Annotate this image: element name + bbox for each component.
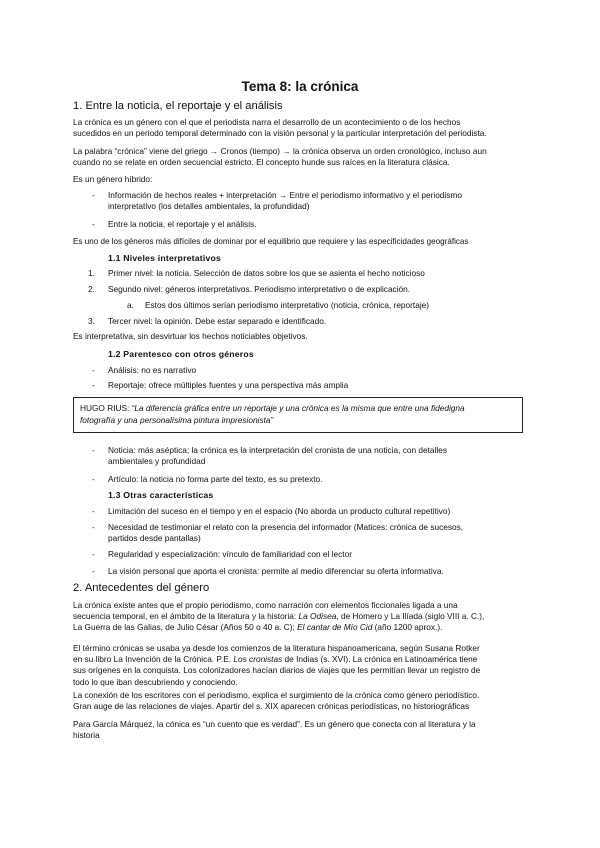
subsection-1-3-heading: 1.3 Otras características xyxy=(108,490,214,500)
list-item: Tercer nivel: la opinión. Debe estar separado e identificado. xyxy=(108,316,327,326)
list-item: Reportaje: ofrece múltiples fuentes y una perspectiva más amplia xyxy=(108,380,349,390)
page-title: Tema 8: la crónica xyxy=(241,79,359,94)
text-line: interpretativo (los detalles ambientales, la profundidad) xyxy=(108,201,310,212)
list-marker: a. xyxy=(127,300,134,310)
text-segment: Los cronistas xyxy=(233,654,283,665)
subsection-1-1-heading: 1.1 Niveles interpretativos xyxy=(108,253,222,263)
quote-box xyxy=(73,397,523,433)
text-segment: en su libro La Invención de la Crónica. P.E. xyxy=(73,654,234,665)
text-line: La palabra “crónica” viene del griego → Cronos (tiempo) → la crónica observa un orden cronológico, incluso aun xyxy=(73,146,487,156)
text-line: cuando no se relate en orden secuencial estricto. El concepto hunde sus raíces en la literatura clásica. xyxy=(73,157,450,168)
quote-author: HUGO RIUS: xyxy=(80,403,132,413)
list-marker: - xyxy=(92,566,95,576)
text-line: Noticia: más aséptica; la crónica es la interpretación del cronista de una noticia, con detalles xyxy=(108,445,447,455)
list-marker: - xyxy=(92,365,95,375)
text-line: Gran auge de las relaciones de viajes. Apartir del s. XIX aparecen crónicas periodísticas, no historiográficas xyxy=(73,701,470,712)
text-segment: de Indias (s. XVI). La crónica en Latinoamérica tiene xyxy=(282,654,478,665)
text-segment: (año 1200 aprox.). xyxy=(372,622,443,633)
quote-text: “La diferencia gráfica entre un reportaje y una crónica es la misma que entre una fidedigna xyxy=(131,403,465,413)
text-segment: secuencia temporal, en el ámbito de la literatura y la historia: xyxy=(73,611,299,622)
text-line: sucedidos en un periodo temporal determinado con la visión personal y la particular interpretación del periodista. xyxy=(73,128,487,139)
paragraph-difficulty: Es uno de los géneros más difíciles de dominar por el equilibrio que requiere y las especificidades geográficas xyxy=(73,237,469,246)
list-marker: 1. xyxy=(88,268,95,278)
paragraph-etymology xyxy=(73,146,535,168)
text-line: historia xyxy=(73,730,100,741)
text-line: Para García Márquez, la cónica es “un cuento que es verdad”. Es un género que conecta con al literatura y la xyxy=(73,719,476,729)
list-item: Artículo: la noticia no forma parte del texto, es su pretexto. xyxy=(108,474,323,484)
list-item: Primer nivel: la noticia. Selección de datos sobre los que se asienta el hecho noticioso xyxy=(108,268,425,278)
text-segment: La Guerra de las Galias, de Julio César (Años 50 o 40 a. C); xyxy=(73,622,298,633)
paragraph-interpretative: Es interpretativa, sin desvirtuar los hechos noticiables objetivos. xyxy=(73,331,308,341)
text-line: La crónica existe antes que el propio periodismo, como narración con elementos ficcionales ligada a una xyxy=(73,600,458,610)
list-marker: - xyxy=(92,190,95,200)
list-marker: - xyxy=(92,380,95,390)
text-line: Información de hechos reales + interpretación → Entre el periodismo informativo y el periodismo xyxy=(108,190,462,200)
list-marker: - xyxy=(92,506,95,516)
text-segment: La Odisea xyxy=(298,611,337,622)
section-2-heading: 2. Antecedentes del género xyxy=(73,582,210,594)
hybrid-intro: Es un género híbrido: xyxy=(73,174,153,184)
list-marker: - xyxy=(92,522,95,532)
list-item: Segundo nivel: géneros interpretativos. Periodismo interpretativo o de explicación. xyxy=(108,284,411,294)
list-item: Regularidad y especialización: vínculo de familiaridad con el lector xyxy=(108,549,352,559)
list-marker: - xyxy=(92,219,95,229)
text-line: todo lo que iban descubriendo y conociendo. xyxy=(73,676,238,687)
list-marker: 2. xyxy=(88,284,95,294)
text-line: Necesidad de testimoniar el relato con la presencia del informador (Matices: crónica de sucesos, xyxy=(108,522,464,532)
paragraph-origins xyxy=(73,600,543,634)
list-item xyxy=(108,522,463,544)
text-segment: , de Homero y La Ilíada (siglo VIII a. C.), xyxy=(336,611,485,622)
text-line: La crónica es un género con el que el periodista narra el desarrollo de un acontecimiento o de los hechos xyxy=(73,117,461,127)
list-marker: - xyxy=(92,549,95,559)
list-marker: 3. xyxy=(88,316,95,326)
paragraph-garcia-marquez xyxy=(73,719,543,741)
text-line: La conexión de los escritores con el periodismo, explica el surgimiento de la crónica como género periodístico. xyxy=(73,690,480,700)
subsection-1-2-heading: 1.2 Parentesco con otros géneros xyxy=(108,349,254,359)
list-item: La visión personal que aporta el cronista: permite al medio diferenciar su oferta informativa. xyxy=(108,566,444,576)
list-item xyxy=(108,190,462,212)
section-1-heading: 1. Entre la noticia, el reportaje y el análisis xyxy=(73,100,283,112)
list-item: Entre la noticia, el reportaje y el análisis. xyxy=(108,219,257,229)
text-line: sus orígenes en la conquista. Los colonizadores hacían diarios de viajes que les permitían llevar un registro de xyxy=(73,665,481,676)
paragraph-hispanoamerica xyxy=(73,643,543,688)
list-item xyxy=(108,445,447,467)
list-marker: - xyxy=(92,445,95,455)
quote-text: fotografía y una personalísima pintura impresionista” xyxy=(80,414,274,425)
text-line: partidos desde pantallas) xyxy=(108,533,201,544)
text-line: El término crónicas se usaba ya desde los comienzos de la literatura hispanoamericana, según Susana Rotker xyxy=(73,643,480,653)
paragraph-definition xyxy=(73,117,535,139)
list-item: Estos dos últimos serían periodismo interpretativo (noticia, crónica, reportaje) xyxy=(145,300,430,310)
text-segment: El cantar de Mío Cid xyxy=(297,622,373,633)
list-item: Análisis: no es narrativo xyxy=(108,365,197,375)
text-line: ambientales y profundidad xyxy=(108,456,206,467)
paragraph-connection xyxy=(73,690,543,712)
list-marker: - xyxy=(92,474,95,484)
list-item: Limitación del suceso en el tiempo y en el espacio (No aborda un producto cultural repetitivo) xyxy=(108,506,451,516)
